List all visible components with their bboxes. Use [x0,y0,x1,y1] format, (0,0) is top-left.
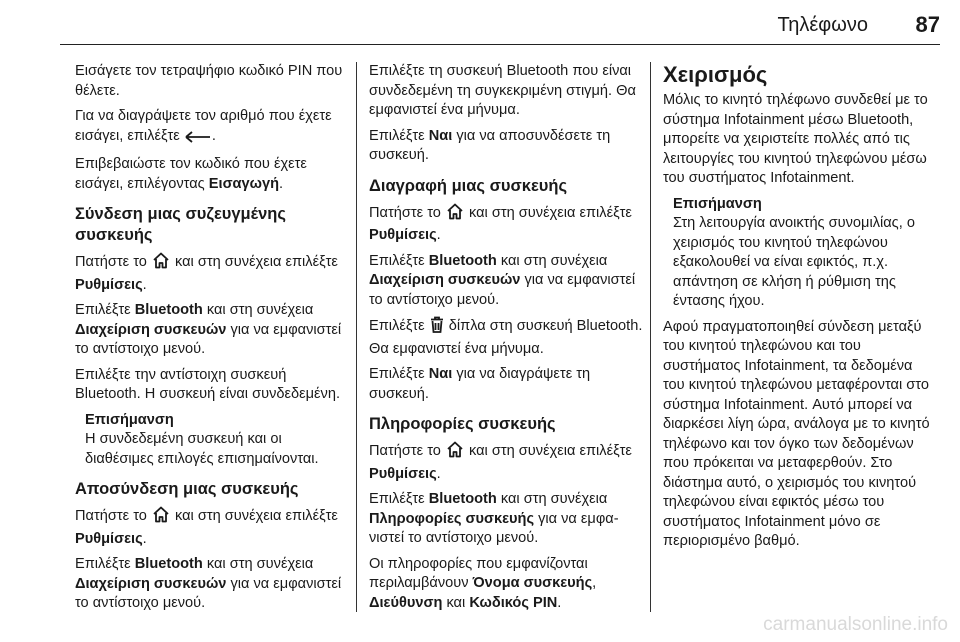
column-divider [650,62,651,612]
menu-term: Όνομα συσκευής [472,575,593,591]
paragraph: Επιλέξτε Bluetooth και στη συνέχεια Πληροφορίες συσκευής για να εμφανιστεί το αντίστοιχο μενού. [369,491,619,546]
paragraph: Αφού πραγματοποιηθεί σύνδεση μεταξύ του κινητού τηλεφώνου και του συστήματος Infotainment, τα δεδομένα του κινητού τηλεφώνου μεταφέρονται στο σύστημα Infotainment. Αυτό μπορεί να διαρκέσει λίγη ώρα, ανάλογα με το κινητό τηλέφωνο και τον όγκο των δεδομένων που πρόκειται να μεταφερθούν. Στο διάστημα αυτό, ο χειρισμός του κινητού τηλεφώνου είναι εφικτός μέσω του συστήματος Infotainment μόνο σε περιορισμένο βαθμό. [663,318,930,549]
paragraph: Επιλέξτε την αντίστοιχη συσκευή Bluetooth. Η συσκευή είναι συνδεδεμένη. [75,366,341,402]
note-text: Στη λειτουργία ανοικτής συνομιλίας, ο χειρισμός του κινητού τηλεφώνου εξακολουθεί να είναι εφικτός, π.χ. απάντηση σε κλήση ή ρύθμιση της έντασης ήχου. [673,215,915,309]
paragraph: Επιλέξτε Bluetooth και στη συνέχεια Διαχείριση συσκευών για να εμφανιστεί το αντίστοιχο μενού. [75,556,342,611]
menu-term: Εισαγωγή [208,175,279,192]
paragraph: Επιλέξτε Ναι για να διαγράψετε τη συσκευή. [369,366,591,402]
paragraph: Πατήστε το και στη συνέχεια επιλέξτε Ρυθμίσεις. [75,508,338,547]
note-box [75,411,353,470]
note-text: Η συνδεδεμένη συσκευή και οι διαθέσιμες επιλογές επισημαίνονται. [85,431,319,467]
page-number: 87 [915,12,940,37]
main-heading: Χειρισμός [663,62,768,87]
column-2 [369,62,647,619]
menu-term: Ρυθμίσεις [369,227,437,243]
column-3 [663,62,931,558]
paragraph: Πατήστε το και στη συνέχεια επιλέξτε Ρυθμίσεις. [75,254,338,293]
menu-term: Ρυθμίσεις [369,465,437,482]
menu-term: Bluetooth [134,556,203,572]
paragraph: Πατήστε το και στη συνέχεια επιλέξτε Ρυθμίσεις. [369,443,632,482]
column-divider [356,62,357,612]
note-title: Επισήμανση [673,195,762,212]
home-icon [152,252,170,276]
paragraph: Επιβεβαιώστε τον κωδικό που έχετε εισάγει, επιλέγοντας Εισαγωγή. [75,156,307,192]
paragraph: Επιλέξτε Bluetooth και στη συνέχεια Διαχείριση συσκευών για να εμφανιστεί το αντίστοιχο μενού. [369,252,636,308]
paragraph: Επιλέξτε δίπλα στη συσκευή Bluetooth. Θα εμφανιστεί ένα μήνυμα. [369,318,643,357]
menu-term: Διαχείριση συσκευών [369,272,521,288]
page-title: Τηλέφωνο [777,14,868,36]
paragraph: Για να διαγράψετε τον αριθμό που έχετε εισάγει, επιλέξτε . [75,107,353,149]
paragraph: Επιλέξτε τη συσκευή Bluetooth που είναι συνδεδεμένη τη συγκεκριμένη στιγμή. Θα εμφανιστεί ένα μήνυμα. [369,63,636,118]
note-title: Επισήμανση [85,411,174,428]
menu-term: Ναι [428,366,453,382]
watermark: carmanualsonline.info [763,614,948,635]
section-heading: Πληροφορίες συσκευής [369,415,556,433]
menu-term: Ρυθμίσεις [75,276,143,293]
column-1 [75,62,353,620]
trash-icon [430,316,444,340]
paragraph: Μόλις το κινητό τηλέφωνο συνδεθεί με το σύστημα Infotainment μέσω Bluetooth, μπορείτε να χειριστείτε πολλές από τις λειτουργίες του κινητού τηλεφώνου μέσω του συστήματος Infotainment. [663,92,928,186]
home-icon [152,506,170,530]
menu-term: Διεύθυνση [369,594,443,611]
page-header [60,10,940,45]
menu-term: Ναι [428,127,453,144]
menu-term: Bluetooth [428,491,497,507]
backspace-arrow-icon [185,130,211,150]
menu-term: Διαχείριση συσκευών [75,575,227,592]
note-box [663,195,931,312]
paragraph: Οι πληροφορίες που εμφανίζονται περιλαμβάνουν Όνομα συσκευής, Διεύθυνση και Κωδικός PIN. [369,555,597,611]
menu-term: Ρυθμίσεις [75,530,143,547]
menu-term: Κωδικός PIN [469,594,558,611]
home-icon [446,441,464,465]
menu-term: Bluetooth [428,252,497,269]
section-heading: Σύνδεση μιας συζευγμένης συσκευής [75,205,286,244]
paragraph: Επιλέξτε Bluetooth και στη συνέχεια Διαχείριση συσκευών για να εμφανιστεί το αντίστοιχο μενού. [75,302,342,357]
section-heading: Αποσύνδεση μιας συσκευής [75,480,299,498]
paragraph: Πατήστε το και στη συνέχεια επιλέξτε Ρυθμίσεις. [369,204,632,243]
menu-term: Διαχείριση συσκευών [75,321,227,338]
paragraph: Επιλέξτε Ναι για να αποσυνδέσετε τη συσκευή. [369,127,611,163]
menu-term: Bluetooth [134,302,203,318]
paragraph: Εισάγετε τον τετραψήφιο κωδικό PIN που θέλετε. [75,63,343,99]
home-icon [446,203,464,227]
section-heading: Διαγραφή μιας συσκευής [369,176,568,195]
menu-term: Πληροφορίες συσκευής [369,510,535,527]
